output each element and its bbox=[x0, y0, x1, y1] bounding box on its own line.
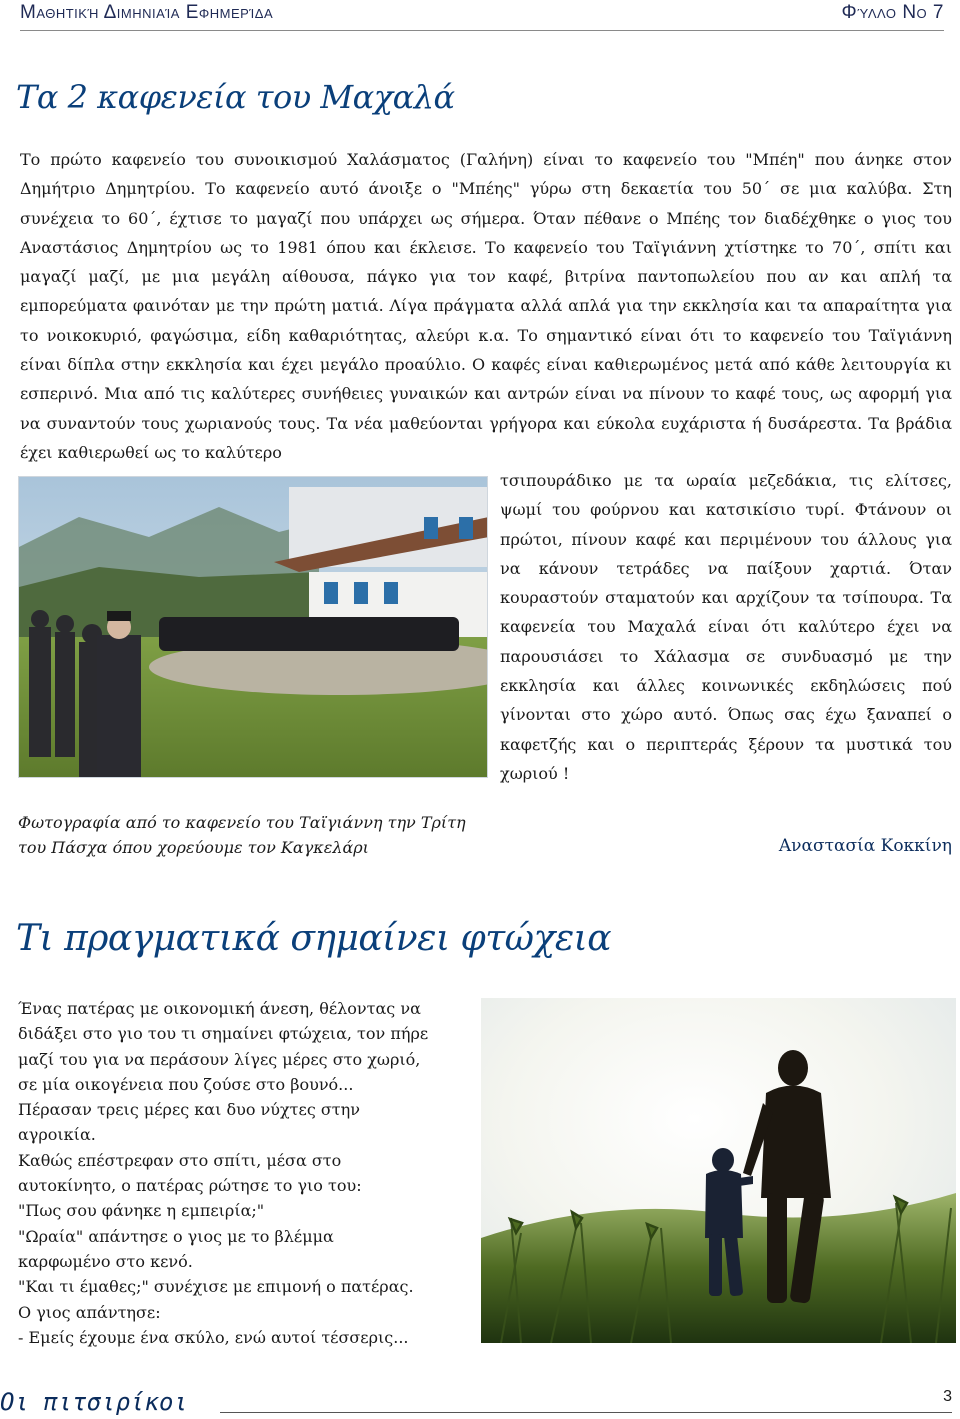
newspaper-title: Μαθητική Διμηνιαία Εφημερίδα bbox=[20, 2, 274, 23]
newspaper-brand: Οι πιτσιρίκοι bbox=[0, 1388, 188, 1416]
father-son-illustration bbox=[481, 998, 956, 1343]
cafe-photo bbox=[18, 476, 488, 778]
article1-author: Αναστασία Κοκκίνη bbox=[778, 836, 952, 856]
article2-line: Πέρασαν τρεις μέρες και δυο νύχτες στην bbox=[18, 1100, 360, 1120]
article2-line: Ο γιος απάντησε: bbox=[18, 1302, 161, 1322]
issue-number: Φύλλο Νο 7 bbox=[841, 2, 944, 23]
cafe-photo-illustration bbox=[19, 477, 488, 778]
article2-line: καρφωμένο στο κενό. bbox=[18, 1251, 193, 1271]
article2-title: Τι πραγματικά σημαίνει φτώχεια bbox=[16, 918, 612, 959]
article2-line: αυτοκίνητο, ο πατέρας ρώτησε το γιο του: bbox=[18, 1176, 362, 1196]
footer-rule bbox=[220, 1412, 952, 1413]
article2-line: σε μία οικογένεια που ζούσε στο βουνό... bbox=[18, 1074, 354, 1094]
article2-line: Ένας πατέρας με οικονομική άνεση, θέλοντας να bbox=[18, 999, 421, 1018]
page-header bbox=[20, 0, 944, 31]
photo-caption: Φωτογραφία από το καφενείο του Ταϊγιάννη την Τρίτη του Πάσχα όπου χορεύουμε τον Καγκελάρι bbox=[18, 813, 466, 857]
article1-body: Το πρώτο καφενείο του συνοικισμού Χαλάσματος (Γαλήνη) είναι το καφενείο του "Μπέη" που άνηκε στον Δημήτριο Δημητρίου. Το καφενείο αυτό άνοιξε ο "Μπέης" γύρω στη δεκαετία του 50΄ σε μια καλύβα. Στη συνέχεια το 60΄, έχτισε το μαγαζί που υπάρχει ως σήμερα. Όταν πέθανε ο Μπέης τον διαδέχθηκε ο γιος του Αναστάσιος Δημητρίου ως το 1981 όπου και έκλεισε. Το καφενείο του Ταϊγιάννη χτίστηκε το 70΄, σπίτι και μαγαζί μαζί, με μια μεγάλη αίθουσα, πάγκο για τον καφέ, βιτρίνα παντοπωλείου που αν και απλή τα εμπορεύματα φαινόταν με την πρώτη ματιά. Λίγα πράγματα αλλά απλά για την εκκλησία και τα απαραίτητα για το νοικοκυριό, φαγώσιμα, είδη καθαριότητας, αλεύρι κ.α. Το σημαντικό είναι ότι το καφενείο του Ταϊγιάννη είναι δίπλα στην εκκλησία και έχει μεγάλο προαύλιο. Ο καφές είναι καθιερωμένος μετά από κάθε λειτουργία κι εσπερινό. Μια από τις καλύτερες συνήθειες γυναικών και αντρών είναι να πίνουν το καφέ τους, ως αφορμή για να συναντούν τους χωριανούς τους. Τα νέα μαθεύονται γρήγορα και εύκολα ευχάριστα ή δυσάρεστα. Τα βράδια έχει καθιερωθεί ως το καλύτερο bbox=[20, 150, 952, 462]
article1-title: Τα 2 καφενεία του Μαχαλά bbox=[16, 78, 455, 116]
article2-line: "Πως σου φάνηκε η εμπειρία;" bbox=[18, 1201, 265, 1221]
article2-line: - Εμείς έχουμε ένα σκύλο, ενώ αυτοί τέσσερις... bbox=[18, 1327, 409, 1347]
article2-line: αγροικία. bbox=[18, 1125, 96, 1145]
article2-line: "Και τι έμαθες;" συνέχισε με επιμονή ο πατέρας. bbox=[18, 1277, 414, 1297]
article2-body bbox=[18, 996, 458, 1350]
father-son-photo bbox=[481, 998, 956, 1343]
article2-line: διδάξει στο γιο του τι σημαίνει φτώχεια, τον πήρε bbox=[18, 1024, 429, 1044]
article2-line: Καθώς επέστρεφαν στο σπίτι, μέσα στο bbox=[18, 1150, 342, 1170]
article1-body-continued: τσιπουράδικο με τα ωραία μεζεδάκια, τις ελίτσες, ψωμί του φούρνου και κατσικίσιο τυρί. Φτάνουν οι πρώτοι, πίνουν καφέ και περιμένουν του άλλους για να κάνουν τετράδες να παίξουν χαρτιά. Όταν κουραστούν σταματούν και αρχίζουν τα τσίπουρα. Τα καφενεία του Μαχαλά είναι ότι καλύτερο έχει να παρουσιάσει το Χάλασμα σε συνδυασμό με την εκκλησία και άλλες κοινωνικές εκδηλώσεις πού γίνονται στο χώρο αυτό. Όπως σας έχω ξαναπεί ο καφετζής και ο περιπτεράς ξέρουν τα μυστικά του χωριού ! bbox=[500, 471, 952, 783]
article2-line: "Ωραία" απάντησε ο γιος με το βλέμμα bbox=[18, 1226, 334, 1246]
page-number: 3 bbox=[943, 1388, 952, 1405]
article2-line: μαζί του για να περάσουν λίγες μέρες στο χωριό, bbox=[18, 1049, 421, 1069]
page-footer bbox=[0, 1388, 952, 1418]
